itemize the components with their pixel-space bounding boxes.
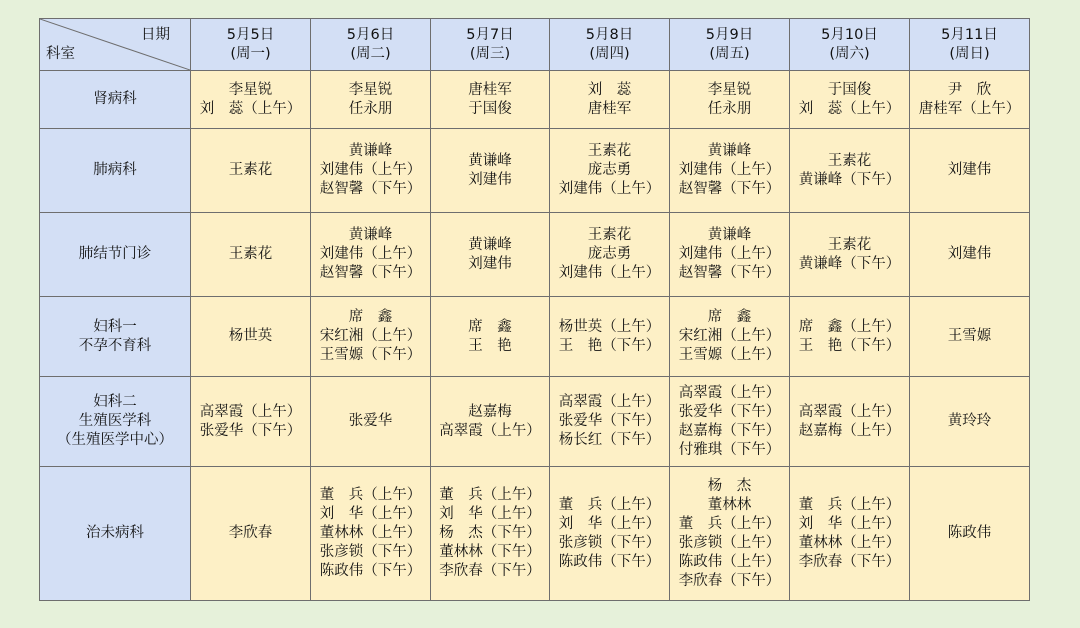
doctor-entry: 刘建伟（上午） bbox=[678, 246, 781, 262]
doctor-entry: 王雪嫄 bbox=[947, 328, 992, 344]
doctor-entry: 赵智馨（下午） bbox=[319, 265, 422, 281]
header-date: 5月10日 bbox=[821, 26, 878, 43]
doctor-entry: 王 艳（下午） bbox=[558, 337, 661, 354]
doctor-entry: 赵嘉梅 bbox=[468, 403, 512, 420]
schedule-cell bbox=[311, 71, 431, 129]
doctor-entry: 李欣春（下午） bbox=[678, 572, 781, 589]
date-header-cell bbox=[790, 19, 910, 71]
doctor-entry: 董林林 bbox=[707, 496, 752, 513]
doctor-entry: 李欣春（下午） bbox=[439, 563, 541, 579]
doctor-entry: 张爱华（下午） bbox=[199, 422, 302, 439]
doctor-entry: 董林林（上午） bbox=[798, 534, 901, 551]
schedule-cell bbox=[311, 297, 431, 377]
doctor-entry: 刘建伟 bbox=[468, 255, 512, 272]
doctor-entry: 王 艳 bbox=[468, 337, 512, 354]
table-row bbox=[40, 377, 1030, 467]
schedule-cell bbox=[670, 71, 790, 129]
header-weekday: (周六) bbox=[829, 45, 870, 62]
schedule-cell bbox=[790, 213, 910, 297]
header-date: 5月11日 bbox=[941, 26, 998, 43]
doctor-entry: 高翠霞（上午） bbox=[439, 422, 541, 439]
doctor-entry: 付雅琪（下午） bbox=[678, 441, 781, 458]
header-row bbox=[40, 19, 1030, 71]
schedule-cell bbox=[790, 377, 910, 467]
doctor-entry: 尹 欣 bbox=[947, 81, 992, 98]
doctor-entry: 杨 杰（下午） bbox=[439, 525, 541, 541]
schedule-cell bbox=[910, 71, 1030, 129]
doctor-entry: 唐桂军（上午） bbox=[918, 100, 1021, 117]
doctor-entry: 王素花 bbox=[827, 236, 872, 253]
doctor-entry: 董 兵（上午） bbox=[678, 515, 781, 532]
header-weekday: (周二) bbox=[350, 45, 391, 62]
doctor-entry: 庞志勇 bbox=[587, 162, 632, 178]
schedule-cell bbox=[910, 377, 1030, 467]
corner-header-cell bbox=[40, 19, 191, 71]
doctor-entry: 李欣春 bbox=[228, 525, 273, 541]
date-header-cell bbox=[431, 19, 550, 71]
table-row bbox=[40, 213, 1030, 297]
doctor-entry: 李欣春（下午） bbox=[798, 553, 901, 570]
doctor-entry: 黄谦峰 bbox=[468, 152, 512, 169]
header-weekday: (周一) bbox=[230, 45, 271, 62]
date-header-cell bbox=[910, 19, 1030, 71]
doctor-entry: 董 兵（上午） bbox=[439, 487, 541, 503]
dept-label: 治未病科 bbox=[86, 525, 144, 541]
doctor-entry: 于国俊 bbox=[468, 100, 512, 117]
doctor-entry: 张彦锁（下午） bbox=[558, 534, 661, 551]
schedule-cell bbox=[670, 467, 790, 601]
doctor-entry: 刘 华（上午） bbox=[439, 506, 541, 522]
doctor-entry: 王素花 bbox=[587, 227, 632, 243]
doctor-entry: 董 兵（上午） bbox=[558, 496, 661, 513]
doctor-entry: 刘 华（上午） bbox=[319, 506, 422, 522]
doctor-entry: 赵智馨（下午） bbox=[678, 265, 781, 281]
doctor-entry: 黄谦峰（下午） bbox=[798, 171, 901, 188]
header-weekday: (周四) bbox=[589, 45, 630, 62]
doctor-entry: 刘 蕊（上午） bbox=[798, 100, 901, 117]
date-header-cell bbox=[670, 19, 790, 71]
doctor-entry: 董 兵（上午） bbox=[319, 487, 422, 503]
doctor-entry: 李星锐 bbox=[707, 81, 752, 98]
doctor-entry: 刘 华（上午） bbox=[558, 515, 661, 532]
doctor-entry: 宋红湘（上午） bbox=[678, 328, 781, 344]
doctor-entry: 王 艳（下午） bbox=[798, 337, 901, 354]
doctor-entry: 张爱华 bbox=[348, 413, 393, 429]
schedule-cell bbox=[910, 213, 1030, 297]
dept-cell bbox=[40, 467, 191, 601]
schedule-cell bbox=[191, 377, 311, 467]
doctor-entry: 高翠霞（上午） bbox=[199, 403, 302, 420]
doctor-entry: 刘建伟 bbox=[468, 171, 512, 188]
dept-label: 不孕不育科 bbox=[78, 337, 152, 354]
table-row bbox=[40, 297, 1030, 377]
doctor-entry: 黄谦峰 bbox=[348, 143, 393, 159]
doctor-entry: 黄谦峰（下午） bbox=[798, 255, 901, 272]
dept-cell bbox=[40, 129, 191, 213]
corner-date-label: 日期 bbox=[141, 27, 170, 43]
doctor-entry: 赵嘉梅（上午） bbox=[798, 422, 901, 439]
schedule-cell bbox=[790, 71, 910, 129]
doctor-entry: 刘建伟（上午） bbox=[319, 162, 422, 178]
schedule-cell bbox=[311, 467, 431, 601]
doctor-entry: 高翠霞（上午） bbox=[678, 384, 781, 401]
doctor-entry: 赵智馨（下午） bbox=[678, 181, 781, 197]
doctor-entry: 刘建伟（上午） bbox=[678, 162, 781, 178]
doctor-entry: 杨世英（上午） bbox=[558, 318, 661, 335]
doctor-entry: 庞志勇 bbox=[587, 246, 632, 262]
doctor-entry: 王雪嫄（下午） bbox=[319, 347, 422, 363]
dept-label: 肾病科 bbox=[93, 91, 137, 107]
schedule-cell bbox=[550, 213, 670, 297]
doctor-entry: 张爱华（下午） bbox=[678, 403, 781, 420]
doctor-entry: 董林林（下午） bbox=[439, 544, 541, 560]
schedule-cell bbox=[670, 129, 790, 213]
doctor-entry: 任永朋 bbox=[707, 100, 752, 117]
doctor-entry: 陈政伟（下午） bbox=[319, 563, 422, 579]
table-row bbox=[40, 129, 1030, 213]
doctor-entry: 席 鑫 bbox=[707, 309, 752, 325]
dept-cell bbox=[40, 213, 191, 297]
doctor-entry: 唐桂军 bbox=[587, 100, 632, 117]
schedule-cell bbox=[670, 213, 790, 297]
header-date: 5月7日 bbox=[466, 26, 514, 43]
doctor-entry: 黄玲玲 bbox=[947, 413, 992, 429]
doctor-entry: 黄谦峰 bbox=[707, 143, 752, 159]
doctor-entry: 陈政伟 bbox=[947, 525, 992, 541]
doctor-entry: 席 鑫 bbox=[348, 309, 393, 325]
doctor-entry: 陈政伟（上午） bbox=[678, 553, 781, 570]
doctor-entry: 刘 蕊 bbox=[587, 81, 632, 98]
doctor-entry: 王素花 bbox=[827, 152, 872, 169]
dept-cell bbox=[40, 71, 191, 129]
doctor-entry: 唐桂军 bbox=[468, 81, 512, 98]
dept-label: 生殖医学科 bbox=[78, 413, 152, 429]
doctor-entry: 王素花 bbox=[228, 246, 273, 262]
doctor-entry: 赵智馨（下午） bbox=[319, 181, 422, 197]
schedule-cell bbox=[550, 129, 670, 213]
dept-label: 妇科二 bbox=[93, 394, 137, 410]
schedule-cell bbox=[431, 467, 550, 601]
dept-label: 肺病科 bbox=[93, 162, 137, 178]
dept-label: （生殖医学中心） bbox=[57, 432, 173, 448]
schedule-cell bbox=[910, 467, 1030, 601]
doctor-entry: 杨 杰 bbox=[707, 477, 752, 494]
header-weekday: (周五) bbox=[709, 45, 750, 62]
schedule-cell bbox=[550, 377, 670, 467]
schedule-cell bbox=[670, 297, 790, 377]
date-header-cell bbox=[550, 19, 670, 71]
schedule-cell bbox=[910, 297, 1030, 377]
header-date: 5月6日 bbox=[346, 26, 395, 43]
schedule-cell bbox=[431, 129, 550, 213]
table-row bbox=[40, 467, 1030, 601]
doctor-entry: 高翠霞（上午） bbox=[798, 403, 901, 420]
doctor-entry: 张爱华（下午） bbox=[558, 413, 661, 429]
schedule-cell bbox=[431, 377, 550, 467]
dept-label: 妇科一 bbox=[93, 318, 137, 335]
schedule-cell bbox=[191, 213, 311, 297]
schedule-cell bbox=[790, 467, 910, 601]
doctor-entry: 高翠霞（上午） bbox=[558, 394, 661, 410]
doctor-entry: 陈政伟（下午） bbox=[558, 553, 661, 570]
schedule-cell bbox=[790, 129, 910, 213]
duty-schedule-table bbox=[39, 18, 1030, 601]
schedule-cell bbox=[191, 129, 311, 213]
schedule-cell bbox=[311, 377, 431, 467]
doctor-entry: 于国俊 bbox=[827, 81, 872, 98]
schedule-cell bbox=[550, 297, 670, 377]
dept-cell bbox=[40, 297, 191, 377]
doctor-entry: 宋红湘（上午） bbox=[319, 328, 422, 344]
doctor-entry: 赵嘉梅（下午） bbox=[678, 422, 781, 439]
header-weekday: (周三) bbox=[469, 45, 511, 62]
schedule-cell bbox=[191, 71, 311, 129]
doctor-entry: 黄谦峰 bbox=[348, 227, 393, 243]
doctor-entry: 王素花 bbox=[587, 143, 632, 159]
schedule-cell bbox=[191, 297, 311, 377]
doctor-entry: 王素花 bbox=[228, 162, 273, 178]
header-date: 5月5日 bbox=[226, 26, 275, 43]
table-row bbox=[40, 71, 1030, 129]
dept-cell bbox=[40, 377, 191, 467]
doctor-entry: 李星锐 bbox=[228, 81, 273, 98]
doctor-entry: 刘建伟 bbox=[947, 162, 992, 178]
doctor-entry: 席 鑫（上午） bbox=[798, 318, 901, 335]
doctor-entry: 刘建伟（上午） bbox=[558, 265, 661, 281]
doctor-entry: 董 兵（上午） bbox=[798, 496, 901, 513]
schedule-body bbox=[40, 71, 1030, 601]
doctor-entry: 任永朋 bbox=[348, 100, 393, 117]
doctor-entry: 张彦锁（上午） bbox=[678, 534, 781, 551]
schedule-cell bbox=[311, 129, 431, 213]
header-weekday: (周日) bbox=[949, 45, 990, 62]
schedule-cell bbox=[910, 129, 1030, 213]
schedule-cell bbox=[431, 297, 550, 377]
dept-label: 肺结节门诊 bbox=[78, 246, 152, 262]
schedule-cell bbox=[311, 213, 431, 297]
corner-dept-label: 科室 bbox=[46, 46, 75, 62]
schedule-cell bbox=[550, 467, 670, 601]
doctor-entry: 董林林（上午） bbox=[319, 525, 422, 541]
doctor-entry: 张彦锁（下午） bbox=[319, 544, 422, 560]
doctor-entry: 杨长红（下午） bbox=[558, 432, 661, 448]
doctor-entry: 刘建伟（上午） bbox=[319, 246, 422, 262]
doctor-entry: 刘 蕊（上午） bbox=[199, 100, 302, 117]
schedule-cell bbox=[431, 71, 550, 129]
doctor-entry: 杨世英 bbox=[228, 328, 273, 344]
doctor-entry: 黄谦峰 bbox=[468, 236, 512, 253]
schedule-cell bbox=[670, 377, 790, 467]
schedule-cell bbox=[191, 467, 311, 601]
header-date: 5月9日 bbox=[705, 26, 754, 43]
doctor-entry: 王雪嫄（上午） bbox=[678, 347, 781, 363]
doctor-entry: 席 鑫 bbox=[468, 318, 512, 335]
doctor-entry: 刘建伟（上午） bbox=[558, 181, 661, 197]
schedule-cell bbox=[431, 213, 550, 297]
date-header-cell bbox=[191, 19, 311, 71]
date-header-cell bbox=[311, 19, 431, 71]
schedule-cell bbox=[790, 297, 910, 377]
doctor-entry: 刘建伟 bbox=[947, 246, 992, 262]
header-date: 5月8日 bbox=[585, 26, 634, 43]
doctor-entry: 黄谦峰 bbox=[707, 227, 752, 243]
doctor-entry: 李星锐 bbox=[348, 81, 393, 98]
schedule-cell bbox=[550, 71, 670, 129]
doctor-entry: 刘 华（上午） bbox=[798, 515, 901, 532]
